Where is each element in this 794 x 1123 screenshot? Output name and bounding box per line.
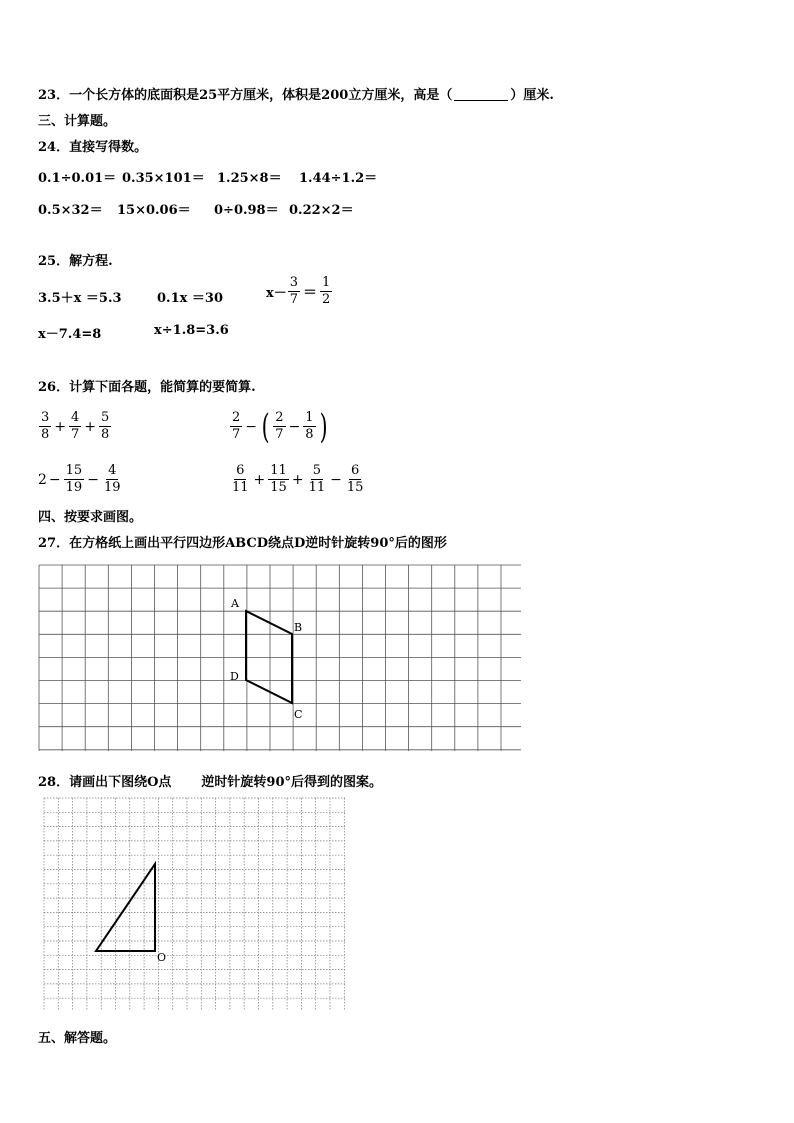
point-label-d: D [230, 670, 239, 683]
numerator: 1 [305, 410, 314, 425]
numerator: 4 [71, 410, 80, 425]
numerator: 3 [41, 410, 50, 425]
q24-item-5: 0.5×32＝ [38, 203, 103, 218]
denominator: 19 [103, 480, 121, 495]
denominator: 7 [71, 427, 80, 442]
right-triangle [96, 864, 155, 951]
open-paren: ( [261, 406, 270, 447]
q24-item-1: 0.1÷0.01＝ [38, 171, 117, 186]
close-paren: ) [319, 406, 328, 447]
denominator: 8 [41, 427, 50, 442]
fraction [102, 464, 123, 495]
section-5-heading: 五、解答题。 [38, 1031, 117, 1046]
numerator: 15 [65, 463, 83, 478]
denominator: 11 [232, 480, 249, 495]
q26-expression-2 [229, 406, 330, 447]
q25-equation-3 [266, 276, 333, 307]
q26-expression-1 [38, 411, 112, 442]
q26-expression-4 [229, 464, 366, 495]
numerator: 11 [270, 463, 287, 478]
question-27-title: 27．在方格纸上画出平行四边形ABCD绕点D逆时针旋转90°后的图形 [38, 536, 447, 551]
fraction [64, 464, 85, 495]
denominator: 8 [101, 427, 110, 442]
denominator: 7 [232, 427, 241, 442]
whole-number: 2 [38, 471, 47, 488]
point-label-c: C [294, 708, 303, 721]
section-4-heading: 四、按要求画图。 [38, 510, 143, 525]
fraction [230, 464, 251, 495]
q28-title-a: 28．请画出下图绕O点 [38, 775, 172, 790]
fraction [230, 411, 242, 442]
point-label-b: B [294, 621, 303, 634]
grid-paper-28[interactable] [44, 798, 346, 1012]
fraction [345, 464, 366, 495]
question-23 [38, 84, 554, 103]
q28-title-b: 逆时针旋转90°后得到的图案。 [201, 775, 383, 790]
q25-equation-4: x－7.4=8 [38, 327, 102, 342]
denominator: 8 [305, 427, 314, 442]
fraction [307, 464, 328, 495]
question-24-title: 24．直接写得数。 [38, 140, 148, 155]
operator: + [291, 471, 304, 488]
fraction [99, 411, 111, 442]
numerator: 5 [101, 410, 110, 425]
denominator: 7 [275, 427, 284, 442]
operator: − [48, 471, 61, 488]
fraction [39, 411, 51, 442]
numerator: 4 [108, 463, 117, 478]
fraction [268, 464, 289, 495]
denominator: 15 [346, 480, 364, 495]
operator: − [288, 418, 301, 435]
q25-equation-5: x÷1.8=3.6 [154, 323, 229, 338]
q24-item-4: 1.44÷1.2＝ [299, 171, 378, 186]
operator: − [245, 418, 258, 435]
operator: + [253, 471, 266, 488]
operator: − [87, 471, 99, 488]
fraction [303, 411, 315, 442]
denominator: 19 [65, 480, 83, 495]
section-3-heading: 三、计算题。 [38, 114, 117, 129]
question-25-title: 25．解方程. [38, 254, 113, 269]
q24-item-3: 1.25×8＝ [217, 171, 282, 186]
operator: + [84, 418, 97, 435]
question-26-title: 26．计算下面各题，能简算的要简算. [38, 380, 256, 395]
denominator: 15 [270, 480, 287, 495]
fraction [288, 276, 300, 307]
fraction [273, 411, 285, 442]
denominator: 7 [289, 292, 299, 307]
denominator: 2 [322, 292, 331, 307]
numerator: 5 [312, 463, 321, 478]
point-label-o: O [157, 951, 167, 964]
q23-text-before: 23．一个长方体的底面积是25平方厘米，体积是200立方厘米，高是（ [38, 88, 453, 103]
numerator: 3 [289, 275, 299, 290]
grid-paper-27[interactable] [39, 565, 521, 752]
numerator: 6 [350, 463, 360, 478]
numerator: 2 [275, 410, 284, 425]
q25-equation-1: 3.5＋x ＝5.3 [38, 291, 122, 306]
point-label-a: A [231, 597, 239, 610]
operator: + [54, 418, 67, 435]
fraction [320, 276, 332, 307]
q24-item-8: 0.22×2＝ [289, 203, 354, 218]
q24-item-2: 0.35×101＝ [122, 171, 205, 186]
q24-item-6: 15×0.06＝ [117, 203, 191, 218]
q25-equation-2: 0.1x ＝30 [157, 291, 223, 306]
q24-item-7: 0÷0.98＝ [214, 203, 279, 218]
answer-blank[interactable] [454, 88, 508, 101]
equals-sign: ＝ [303, 284, 318, 301]
fraction [69, 411, 81, 442]
question-28-title [38, 771, 382, 790]
numerator: 1 [322, 275, 331, 290]
q23-text-after: ）厘米. [510, 88, 554, 103]
q26-expression-3 [38, 464, 123, 495]
denominator: 11 [308, 480, 326, 495]
operator: − [330, 471, 342, 488]
eq3-left: x－ [266, 286, 287, 301]
numerator: 6 [236, 463, 245, 478]
numerator: 2 [232, 410, 241, 425]
